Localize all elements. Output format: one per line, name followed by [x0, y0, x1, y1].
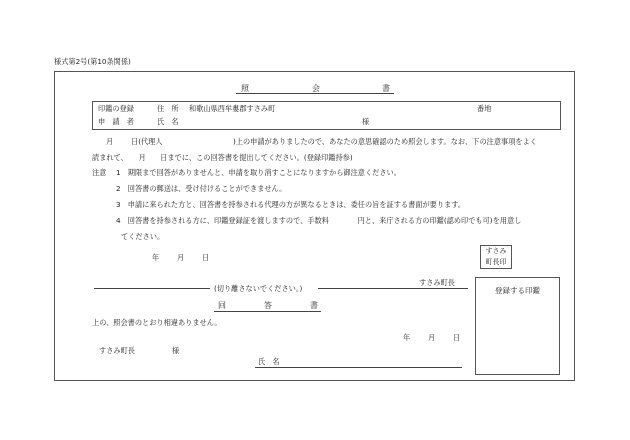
body-line1-rest: )上の申請がありましたので、あなたの意思確認のため照会します。なお、下の注意事項をよく: [233, 137, 537, 146]
note-item-2: 2 回答書の郵送は、受け付けることができません。: [116, 184, 287, 193]
date-month: 月: [177, 253, 185, 262]
answer-sama: 様: [172, 346, 180, 355]
address-value: 和歌山県西牟婁郡すさみ町: [189, 104, 276, 113]
cut-notice: (切り離さないでください。): [214, 284, 303, 293]
body-line2: 読まれて、 月 日までに、この回答書を提出してください。(登録印鑑持参): [92, 153, 353, 162]
mayor-seal-line1: すさみ: [485, 247, 507, 255]
inquiry-title-char2: 会: [312, 84, 320, 93]
answer-month: 月: [428, 333, 436, 342]
body-month: 月: [106, 137, 114, 146]
mayor-seal-box: [480, 245, 512, 269]
answer-day: 日: [453, 333, 461, 342]
note-item-1: 1 期限まで回答がありませんと、申請を取り消すことになりますから御注意ください。: [116, 168, 401, 177]
banchi-label: 番地: [477, 104, 492, 113]
date-year: 年: [152, 253, 160, 262]
body-day-agent: 日(代理人: [131, 137, 163, 146]
answer-addressee: すさみ町長: [99, 346, 135, 355]
registration-label: 印鑑の登録: [98, 104, 134, 113]
inquiry-title-char1: 照: [241, 84, 249, 93]
mayor-name: すさみ町長: [419, 278, 455, 287]
mayor-seal-line2: 町長印: [485, 258, 507, 266]
answer-year: 年: [403, 333, 411, 342]
note-item-4-cont: てください。: [121, 232, 165, 241]
note-item-3: 3 申請に来られた方と、回答書を持参される代理の方が異なるときは、委任の旨を証する書面が要ります。: [116, 200, 466, 209]
registration-seal-box: [475, 277, 560, 375]
cut-line-left: [94, 288, 210, 289]
address-label: 住 所: [157, 104, 179, 113]
form-number-label: 様式第2号(第10条関係): [54, 57, 131, 66]
applicant-sama: 様: [362, 117, 370, 126]
answer-title-char1: 回: [218, 301, 226, 310]
note-item-4: 4 回答書を持参される方に、印鑑登録証を渡しますので、手数料 円と、来庁される方の印鑑(認め印でも可)を用意し: [116, 216, 522, 225]
date-day: 日: [202, 253, 210, 262]
answer-text: 上の、照会書のとおり相違ありません。: [92, 318, 222, 327]
answer-title-char3: 書: [310, 301, 318, 310]
answer-title-char2: 答: [264, 301, 272, 310]
inquiry-title-char3: 書: [382, 84, 390, 93]
signature-label: 氏 名: [258, 357, 280, 366]
registration-seal-label: 登録する印鑑: [495, 286, 540, 295]
signature-line: [255, 367, 462, 368]
name-label: 氏 名: [157, 117, 179, 126]
inquiry-title-underline: [236, 93, 394, 94]
cut-line-right: [318, 288, 468, 289]
notes-label: 注意: [92, 168, 107, 177]
answer-title-underline: [214, 311, 321, 312]
applicant-label: 申 請 者: [98, 117, 134, 126]
